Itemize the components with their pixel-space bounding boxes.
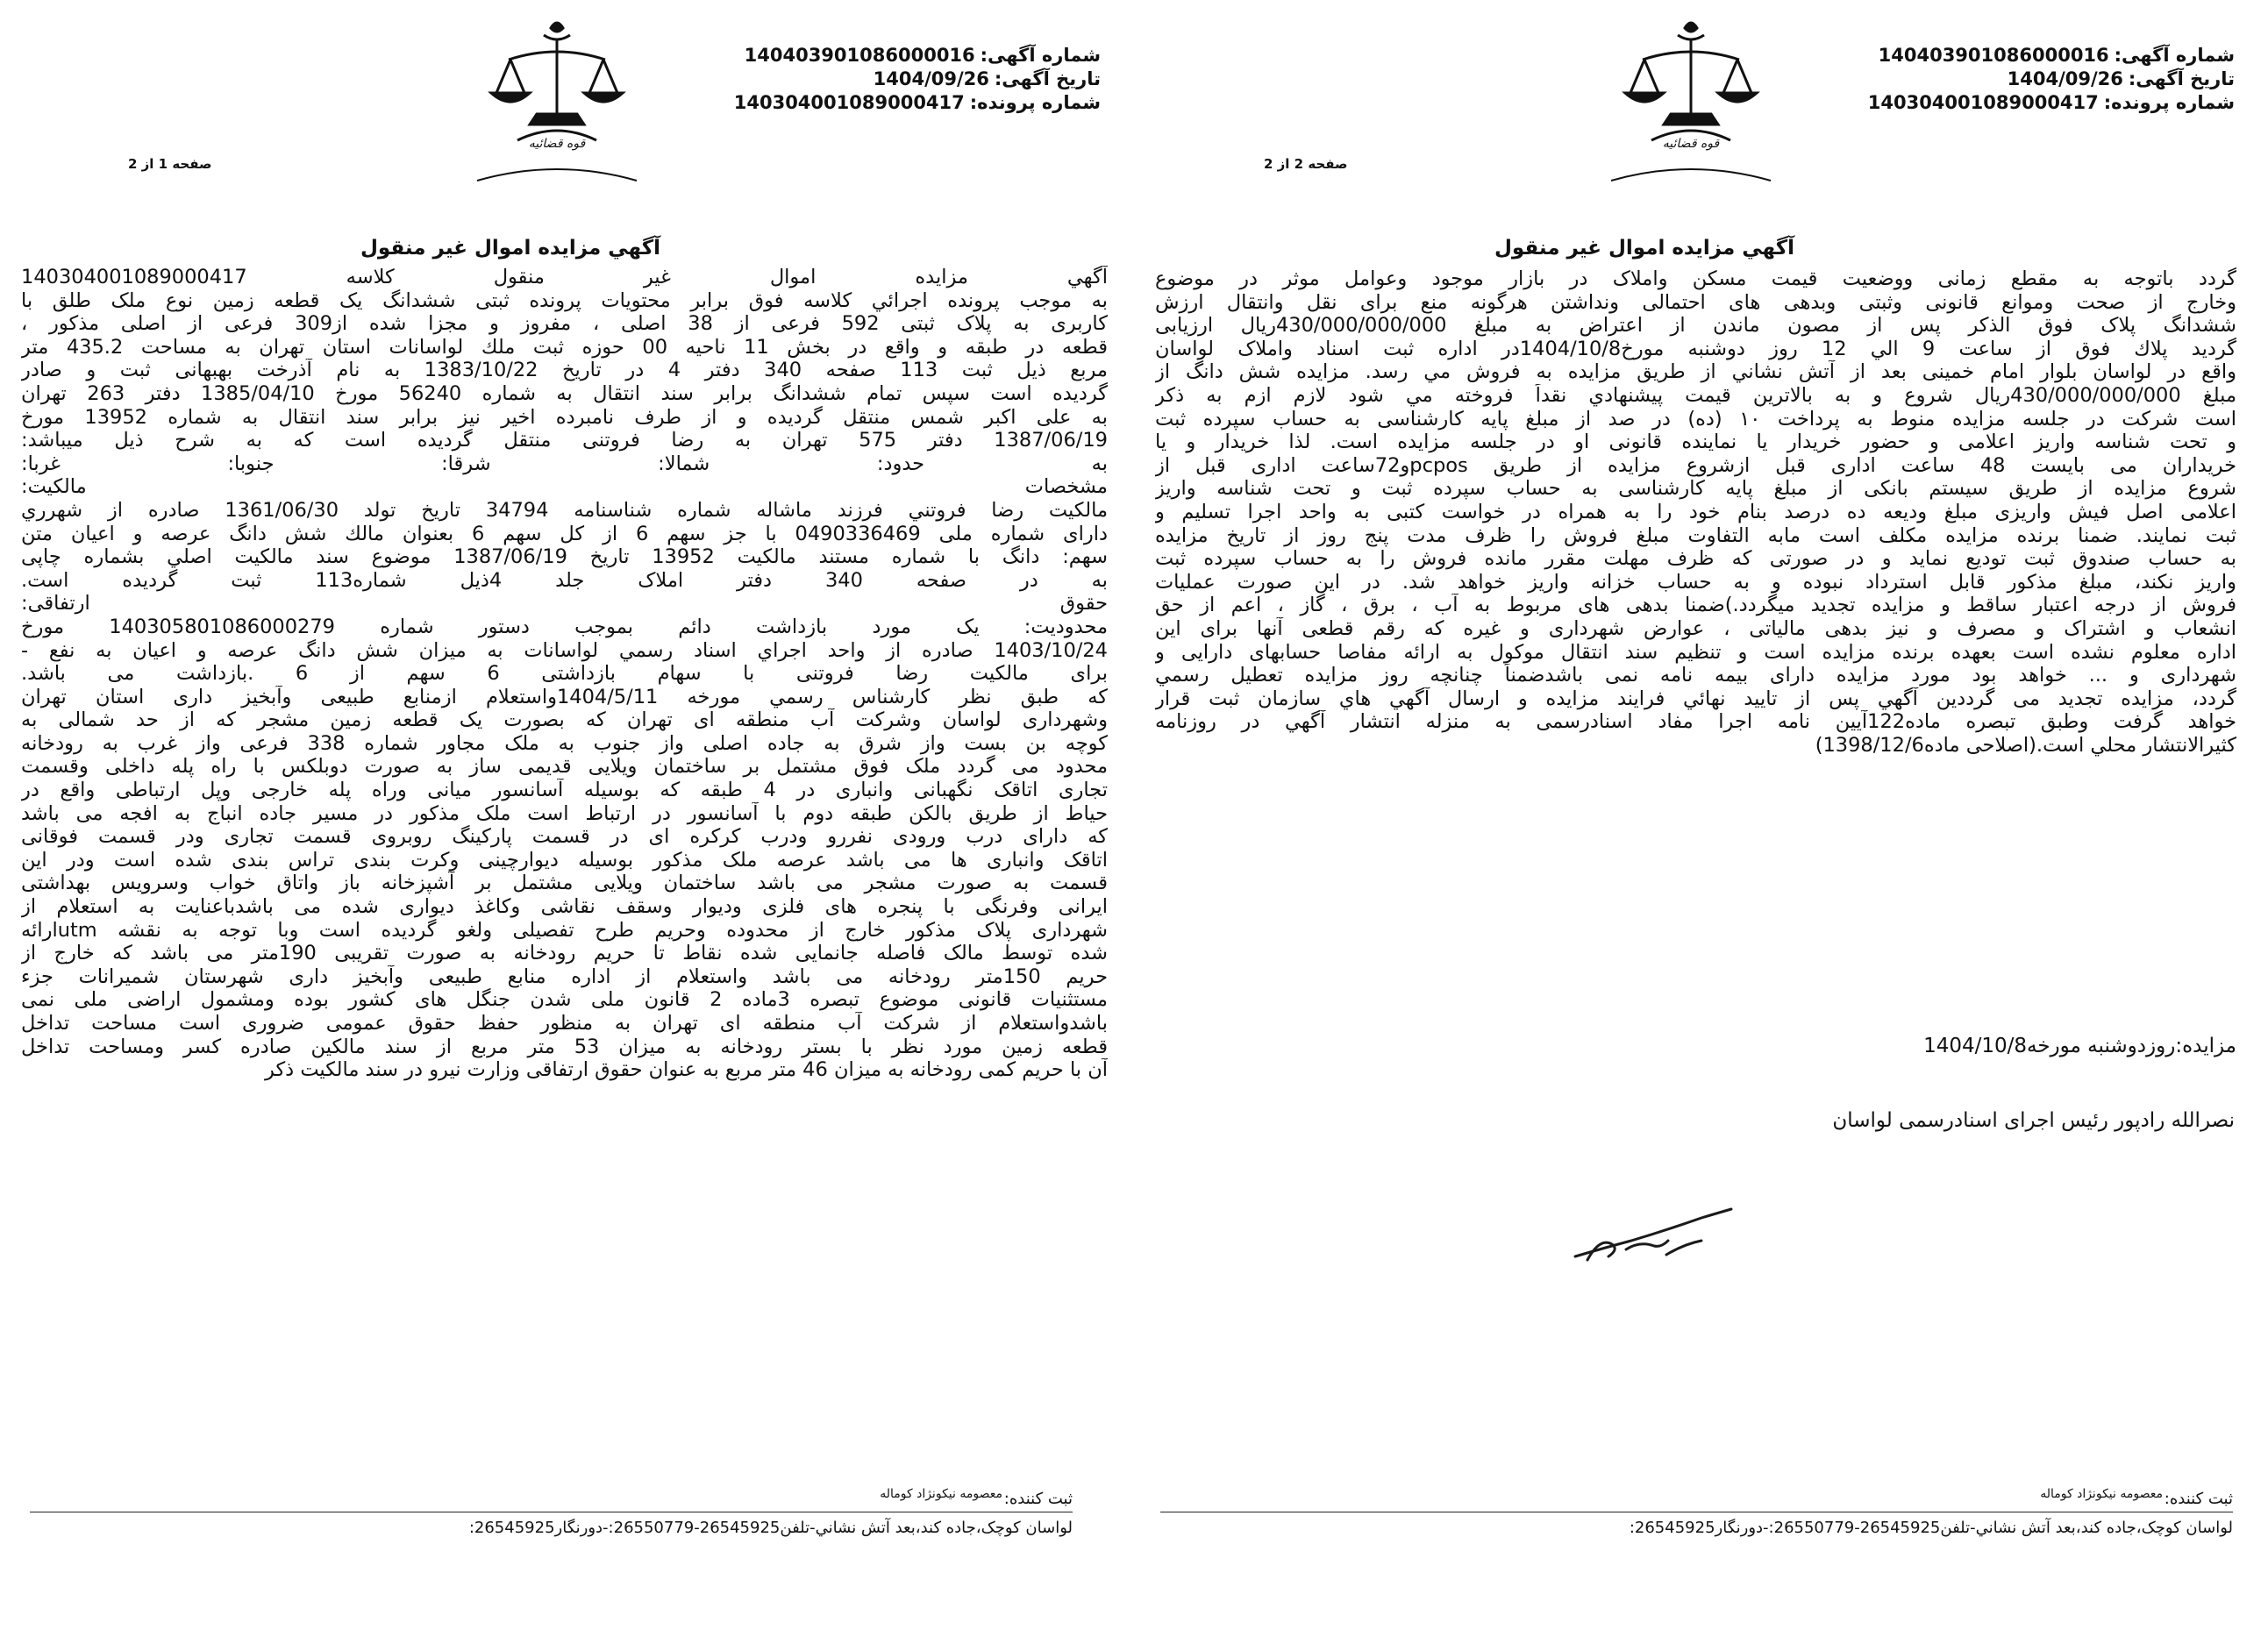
ad-date: 1404/09/26 [2007,68,2123,89]
body-line: که طبق نظر کارشناس رسمي مورخه 1404/5/11واستعلام ازمنابع طبيعی وآبخيز داری استان تهران [21,685,1108,708]
body-line: شهرداری پلاک مذکور خارج از محدوده وحريم طرح تفصيلی ولغو گرديده است وبا توجه به نقشه utmارائه [21,918,1108,942]
handwritten-signature [1570,1206,1737,1267]
body-line: كثيرالانتشار محلي است.(اصلاحی ماده1398/12/6) [1815,733,2236,757]
file-number: 140304001089000417 [1867,92,2099,113]
body-line: تجاری اتاقک نگهبانی وانباری در 4 طبقه که بوسيله آسانسور ميانی وراه پله خارجی وپل ارتباطی واقع در [21,779,1108,802]
body-line: خريداران می بايست 48 ساعت اداری قبل ازشروع مزايده از طريق pcposو72ساعت اداری قبل از [1155,453,2236,477]
body-line: به در صفحه 340 دفتر املاک جلد 4ذيل شماره113 ثبت گرديده است. [21,568,1108,592]
body-line: وشهرداری لواسان وشرکت آب منطقه ای تهران که بصورت يک قطعه زمين مشجر که از حد شمالی به [21,708,1108,732]
body-line: مشخصات مالكيت: [21,475,1108,499]
notice-meta [1868,44,2235,115]
body-line: حقوق ارتفاقی: [21,592,1108,616]
ad-number-label: شماره آگهی: [2114,45,2235,66]
body-line: آگهي مزايده اموال غير منقول كلاسه 140304001089000417 [21,266,1108,288]
notice-body [1155,267,2236,757]
body-line: شروع مزايده از طريق سيستم بانکی از مبلغ پايه کارشناسی به حساب سپرده ثبت و تحت شناسه واريز [1155,477,2236,501]
page-header [1134,0,2268,210]
body-line: گردد، مزايده تجديد می گرددين آگهي پس از تاييد نهائي فرايند مزايده و ارسال آگهي هاي سازمان ثبت قرار [1155,687,2236,710]
registrar-name: معصومه نيکونژاد کوماله [2040,1487,2163,1501]
body-line: خواهد گرفت وطبق تبصره ماده122آيين نامه اجرا مفاد اسنادرسمی به منزله انتشار آگهي در روزنامه [1155,710,2236,734]
body-line: کوچه بن بست واز شرق به جاده اصلی واز جنوب به ملک مجاور شماره 338 فرعی واز غرب به رودخانه [21,731,1108,755]
body-line: گرديده است سپس تمام ششدانگ برابر سند انتقال به شماره 56240 مورخ 1385/04/10 دفتر 263 تهران [21,381,1108,405]
body-line: انشعاب و اشتراک و مصرف و نيز بدهی مالياتی ، عوارض شهرداری و غيره که رقم قطعی آنها برای اين [1155,616,2236,640]
body-line: گرديد پلاك فوق از ساعت 9 الي 12 روز دوشنبه مورخ1404/10/8در اداره ثبت اسناد واملاک لواسان [1155,337,2236,360]
svg-text:قوه قضائیه: قوه قضائیه [1662,137,1720,151]
page-number: صفحه 2 از 2 [1264,156,1348,172]
body-line: وخارج از صحت وموانع قانونی وثبتی وبدهی های احتمالی ونداشتن هرگونه منع برای نقل وانتقال ارزش [1155,290,2236,314]
body-line: حياط از طريق بالکن طبقه دوم با آسانسور در ارتباط است ملک مذکور در مسير جاده انباج به افجه می باشد [21,801,1108,825]
body-line: قطعه زمين مورد نظر با بستر رودخانه به ميزان 53 متر مربع از سند مالکين صادره کسر ومساحت تداخل [21,1035,1108,1058]
body-line: مستثنيات قانونی موضوع تبصره 3ماده 2 قانون ملی شدن جنگل های کشور بوده ومشمول اراضی ملی نمی [21,988,1108,1012]
ad-number: 140403901086000016 [1878,45,2109,66]
body-line: اتاقک وانباری ها می باشد عرصه ملک مذکور بوسيله ديوارچينی وکرت بندی تراس بندی شده است ودر اين [21,848,1108,872]
body-line: اعلامی اصل فيش واريزی مبلغ وديعه ده درصد بنام خود را به همراه در خواست کتبی به واحد اجرا تسليم و [1155,500,2236,523]
announcement-page-2 [1134,0,2268,1644]
body-line: حريم 150متر رودخانه می باشد واستعلام از اداره منابع طبيعی وآبخيز داری شهرستان شميرانات جزء [21,964,1108,988]
page-footer [0,1482,1134,1552]
body-line: و تحت شناسه واريز اعلامی و حضور خريدار يا نماينده قانونی او در جلسه مزايده است. لذا خريدار و يا [1155,431,2236,454]
ad-date: 1404/09/26 [873,68,989,89]
office-address: لواسان کوچک،جاده کند،بعد آتش نشاني-تلفن26545925-26550779:-دورنگار26545925: [1629,1519,2233,1537]
body-line: گردد باتوجه به مقطع زمانی ووضعيت قيمت مسکن واملاک در بازار موجود وعوامل موثر در موضوع [1155,267,2236,290]
ad-date-label: تاریخ آگهی: [2128,68,2235,89]
body-line: که دارای درب ورودی نفررو ودرب کرکره ای در قسمت پارکينگ روبروی قسمت تجاری ودر قسمت فوقانی [21,825,1108,849]
body-line: قسمت به صورت مشجر می باشد ساختمان ويلايی مشتمل بر آشپزخانه باز واتاق خواب وسرويس بهداشتی [21,872,1108,895]
body-line: ثبت نمايند. ضمنا برنده مزايده مکلف است مابه التفاوت مبلغ فروش را ظرف مدت پنج روز از تاريخ مزايده [1155,523,2236,547]
notice-body [21,266,1108,1082]
judiciary-emblem-logo [1590,9,1792,193]
body-line: مبلغ 430/000/000/000ريال شروع و به بالاترين قيمت پيشنهادي نقداً فروخته مي شود لازم ازم به ذكر [1155,383,2236,407]
body-line: مربع ذيل ثبت 113 صفحه 340 دفتر 4 در تاريخ 1383/10/22 به نام آذرخت بهبهانی ثبت و صادر [21,359,1108,382]
file-number-label: شماره پرونده: [2103,92,2235,113]
body-line: شهرداری و ... خواهد بود مورد مزايده دارای بيمه نامه نمی باشدضمناً چنانچه روز مزايده تعطيل رسمي [1155,664,2236,687]
ad-number-label: شماره آگهی: [980,45,1101,66]
body-line: آن با حريم کمی رودخانه به ميزان 46 متر مربع به عنوان حقوق ارتفاقی وزارت نيرو در سند مالکيت ذکر [265,1058,1108,1082]
notice-title: آگهي مزايده اموال غير منقول [360,237,660,260]
body-line: باشدواستعلام از شرکت آب منطقه ای تهران به منظور حفظ حقوق عمومی ضروری است مساحت تداخل [21,1012,1108,1035]
body-line: است شركت در جلسه مزايده منوط به پرداخت ١٠ (ده) در صد از مبلغ پايه کارشناسی به حساب سپرده ثبت [1155,407,2236,431]
body-line: به علی اکبر شمس منتقل گرديده و از طرف نامبرده اخير نيز برابر سند انتقال به شماره 13952 مورخ [21,405,1108,429]
body-line: واقع در لواسان بلوار امام خمينی بعد از آتش نشاني از طريق مزايده به فروش مي رسد. مزايده شش دانگ از [1155,360,2236,384]
file-number: 140304001089000417 [733,92,965,113]
body-line: ايرانی وفرنگی با پنجره های فلزی وديوار وسقف نقاشی وکاغذ ديواری شده می باشدباعنايت به استعلام از [21,895,1108,919]
body-line: ششدانگ پلاک فوق الذکر پس از مصون ماندن از اعتراض به مبلغ 430/000/000/000ريال ارزيابی [1155,314,2236,338]
body-line: 1403/10/24 صادره از واحد اجراي اسناد رسمي لواسانات به ميزان شش دانگ عرصه و اعيان به نفع - [21,638,1108,662]
body-line: کاربری به پلاک ثبتی 592 فرعی از 38 اصلی ، مفروز و مجزا شده از309 فرعی از اصلی مذکور ، [21,312,1108,336]
body-line: محدوديت: يک مورد بازداشت دائم بموجب دستور شماره 140305801086000279 مورخ [21,615,1108,638]
signer-title: نصرالله رادپور رئيس اجرای اسنادرسمی لواسان [1832,1109,2235,1132]
body-line: مالكيت رضا فروتني فرزند ماشاله شماره شناسنامه 34794 تاريخ تولد 1361/06/30 صادره از شهرري [21,498,1108,522]
body-line: سهم: دانگ با شماره مستند مالكيت 13952 تاريخ 1387/06/19 موضوع سند مالكيت اصلي بشماره چاپی [21,545,1108,569]
body-line: اداره معلوم نشده است بعهده برنده مزايده است و تنظيم سند انتقال موکول به ارائه مفاصا حسابهای دارايی و [1155,640,2236,664]
page-number: صفحه 1 از 2 [128,156,212,172]
body-line: برای مالكيت رضا فروتنی با سهام بازداشتی 6 سهم از 6 .بازداشت می باشد. [21,662,1108,686]
notice-meta [734,44,1101,115]
file-number-label: شماره پرونده: [969,92,1101,113]
body-line: فروش از درجه اعتبار ساقط و مزايده تجديد ميگردد.)ضمنا بدهی های مربوط به آب ، برق ، گاز ، اعم از حق [1155,594,2236,617]
page-footer [1134,1482,2268,1552]
notice-title: آگهي مزايده اموال غير منقول [1494,237,1794,260]
body-line: قطعه در طبقه و واقع در بخش 11 ناحيه 00 حوزه ثبت ملك لواسانات استان تهران به مساحت 435.2 متر [21,335,1108,359]
svg-text:قوه قضائیه: قوه قضائیه [528,137,586,151]
judiciary-emblem-logo [456,9,658,193]
ad-date-label: تاریخ آگهی: [994,68,1101,89]
registrar-name: معصومه نيکونژاد کوماله [880,1487,1002,1501]
registrar-label: ثبت کننده: [1003,1490,1073,1508]
auction-date: مزايده:روزدوشنبه مورخه1404/10/8 [1923,1035,2236,1057]
body-line: 1387/06/19 دفتر 575 تهران به رضا فروتنی منتقل گرديده است كه به شرح ذيل ميباشد: [21,429,1108,452]
body-line: واريز نكند، مبلغ مذكور قابل استرداد نبوده و به حساب خزانه واريز خواهد شد. در اين صورت عمليات [1155,570,2236,594]
body-line: شده توسط مالک فاصله جانمايی شده نقاط تا حريم رودخانه به صورت تقريبی 190متر می باشد که خارج از [21,942,1108,965]
body-line: دارای شماره ملی 0490336469 با جز سهم 6 از كل سهم 6 بعنوان مالك شش دانگ عرصه و اعيان متن [21,522,1108,545]
page-header [0,0,1134,210]
body-line: محدود می گردد ملک فوق مشتمل بر ساختمان ويلايی قديمی ساز به صورت دوبلکس با راه پله داخلی وقسمت [21,755,1108,779]
body-line: به حدود: شمالا: شرقا: جنوبا: غربا: [21,452,1108,475]
registrar-label: ثبت کننده: [2164,1490,2233,1508]
office-address: لواسان کوچک،جاده کند،بعد آتش نشاني-تلفن26545925-26550779:-دورنگار26545925: [468,1519,1073,1537]
body-line: به حساب صندوق ثبت توديع نمايد و در صورتی كه ظرف مهلت مقرر مانده فروش را به حساب سپرده ثبت [1155,547,2236,571]
ad-number: 140403901086000016 [744,45,975,66]
body-line: به موجب پرونده اجرائي كلاسه فوق برابر محتويات پرونده ثبتی ششدانگ يک قطعه زمين نوع ملک طلق با [21,288,1108,312]
